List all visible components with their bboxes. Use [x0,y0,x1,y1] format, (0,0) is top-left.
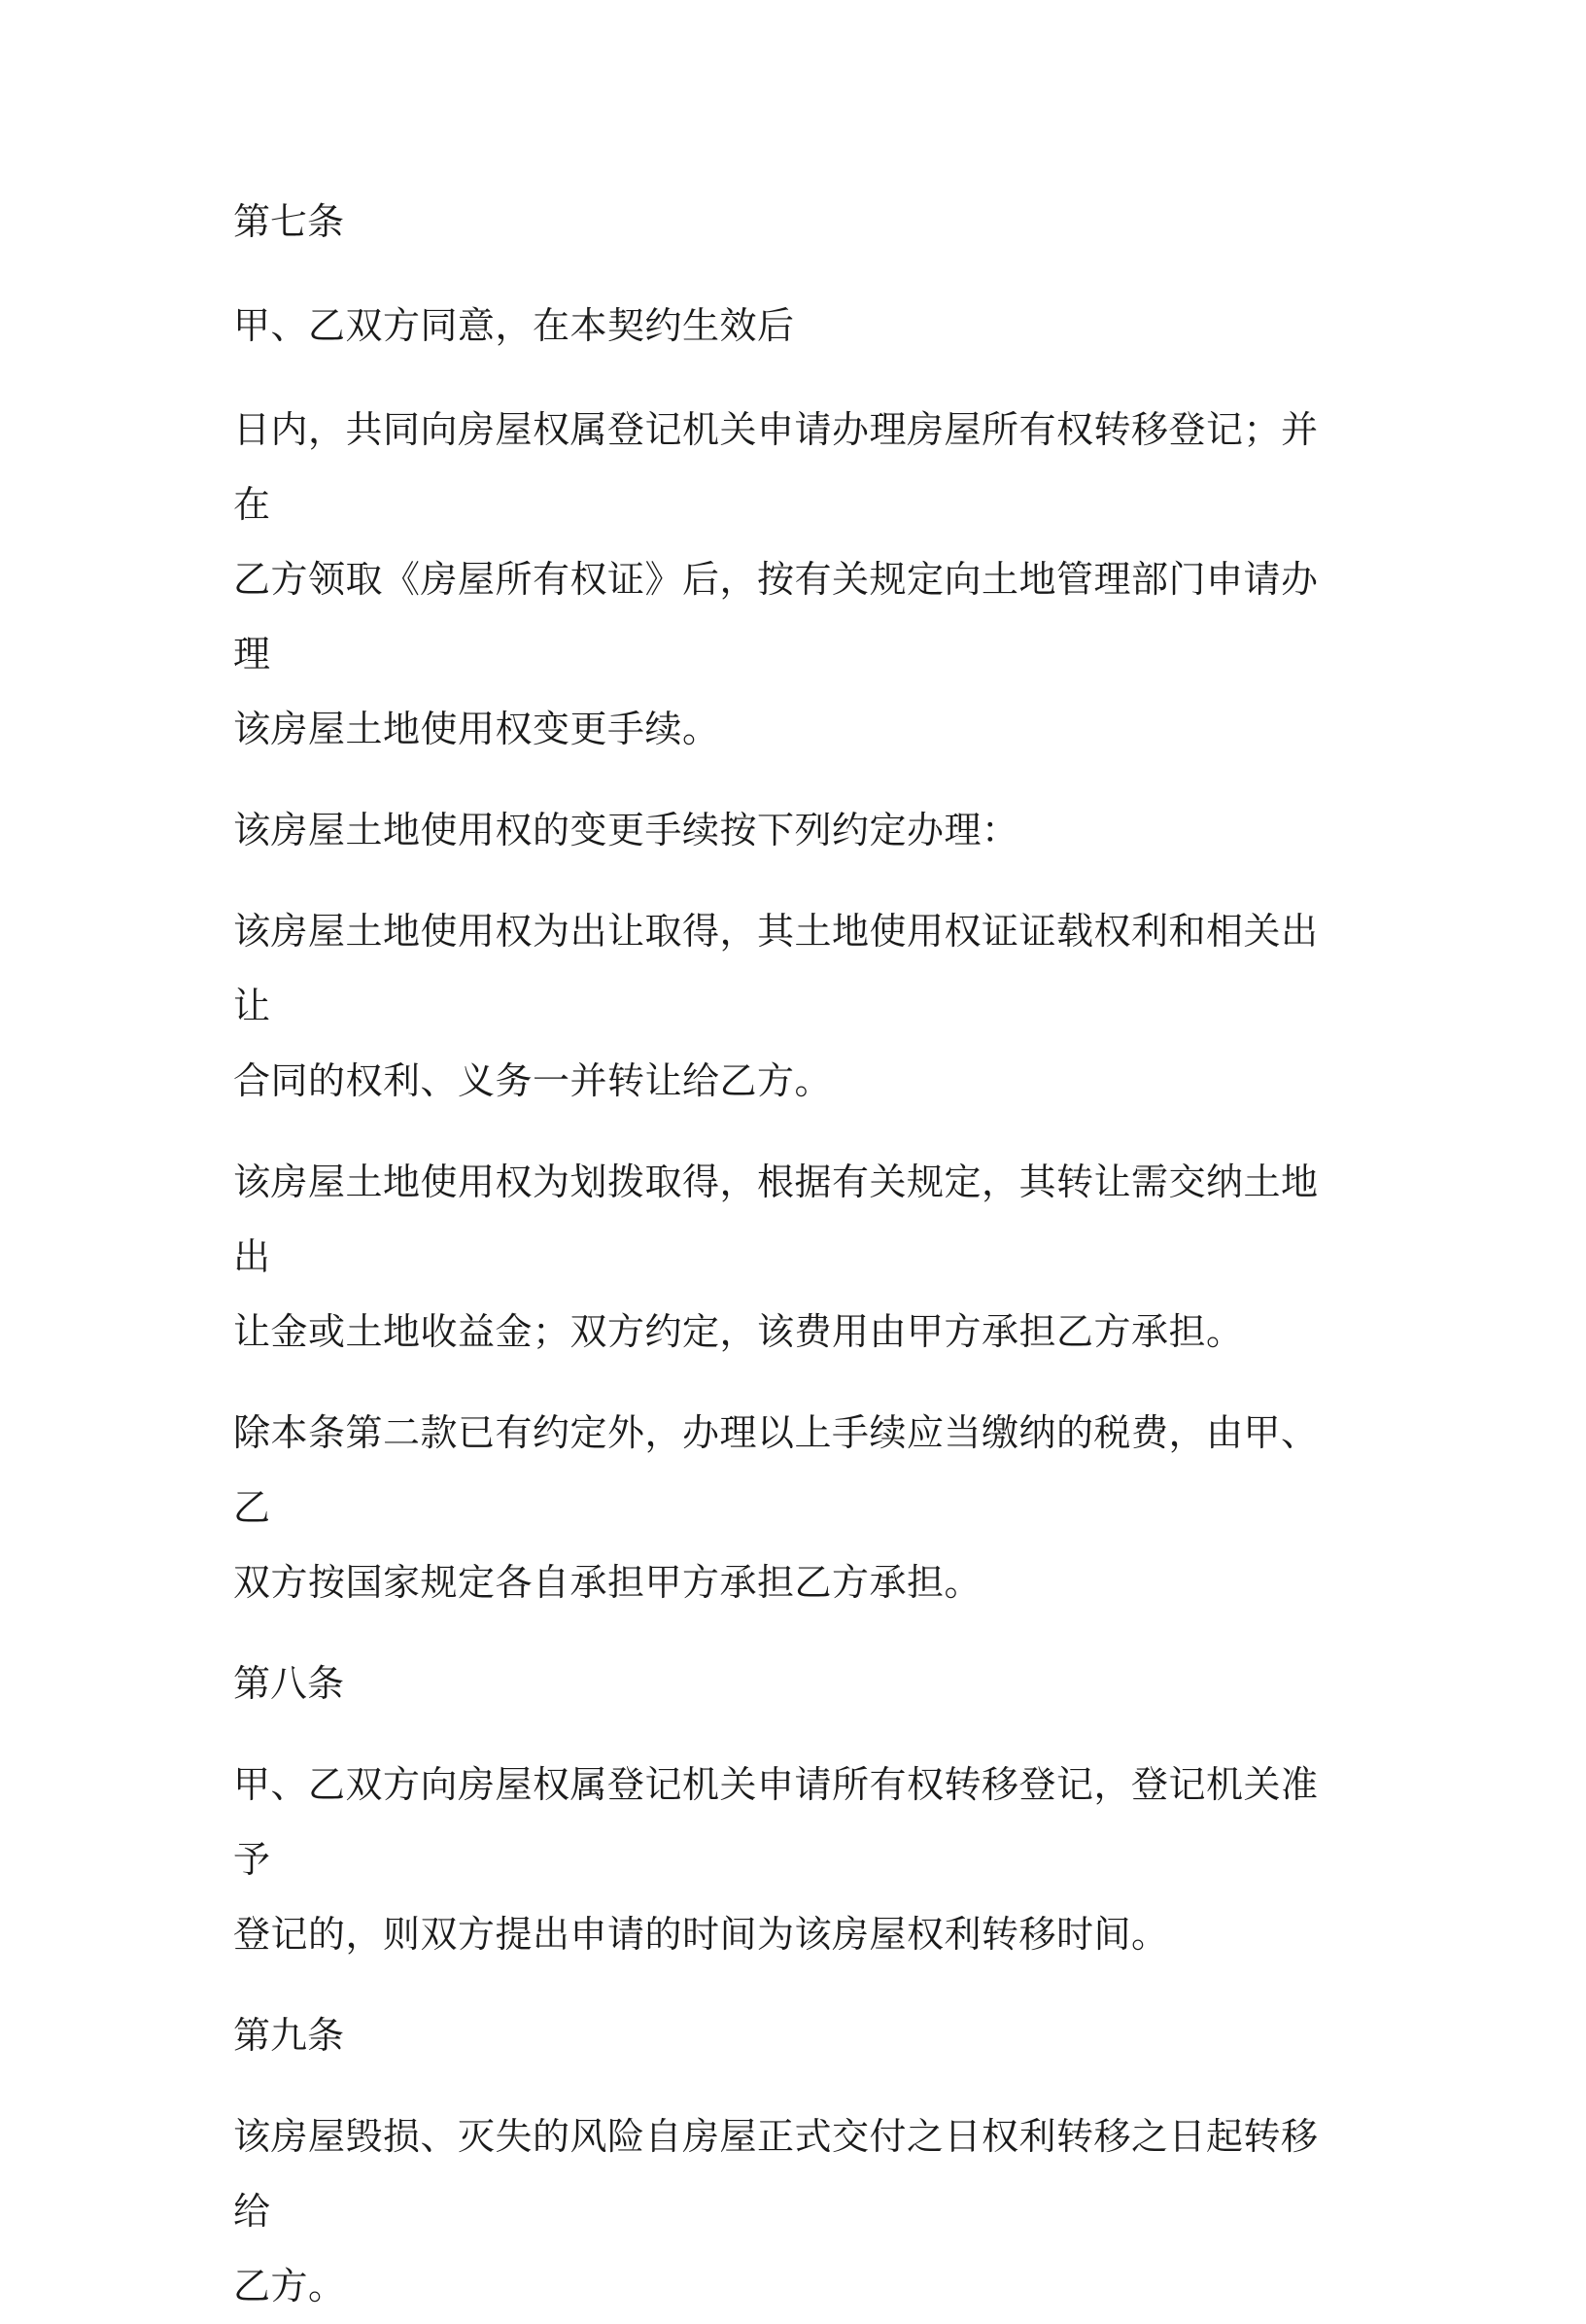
document-body [233,185,1322,2324]
paragraph-line: 日内，共同向房屋权属登记机关申请办理房屋所有权转移登记；并在 [233,408,1319,526]
article-7-paragraph-5 [233,1145,1322,1370]
paragraph-line: 乙方。 [233,2265,346,2307]
paragraph-line: 该房屋土地使用权为出让取得，其土地使用权证证载权利和相关出让 [233,910,1319,1027]
article-7-paragraph-4 [233,894,1322,1119]
paragraph-line: 甲、乙双方向房屋权属登记机关申请所有权转移登记，登记机关准予 [233,1763,1319,1881]
paragraph-line: 该房屋土地使用权为划拨取得，根据有关规定，其转让需交纳土地出 [233,1161,1319,1278]
article-7-paragraph-1: 甲、乙双方同意，在本契约生效后 [233,304,795,347]
article-9-paragraph-1 [233,2099,1322,2324]
article-8-heading: 第八条 [233,1662,345,1705]
paragraph-line: 双方按国家规定各自承担甲方承担乙方承担。 [233,1561,983,1604]
article-7-paragraph-2 [233,393,1322,767]
paragraph-line: 让金或土地收益金；双方约定，该费用由甲方承担乙方承担。 [233,1310,1244,1353]
paragraph-line: 乙方领取《房屋所有权证》后，按有关规定向土地管理部门申请办理 [233,558,1319,676]
paragraph-line: 合同的权利、义务一并转让给乙方。 [233,1059,833,1102]
paragraph-line: 该房屋土地使用权变更手续。 [233,708,720,750]
article-8-paragraph-1 [233,1748,1322,1972]
article-7-heading: 第七条 [233,200,345,243]
paragraph-line: 登记的，则双方提出申请的时间为该房屋权利转移时间。 [233,1913,1169,1956]
paragraph-line: 该房屋毁损、灭失的风险自房屋正式交付之日权利转移之日起转移给 [233,2115,1319,2233]
paragraph-line: 除本条第二款已有约定外，办理以上手续应当缴纳的税费，由甲、乙 [233,1411,1319,1529]
article-9-heading: 第九条 [233,2014,345,2057]
article-7-paragraph-3: 该房屋土地使用权的变更手续按下列约定办理： [233,809,1019,851]
article-7-paragraph-6 [233,1396,1322,1620]
